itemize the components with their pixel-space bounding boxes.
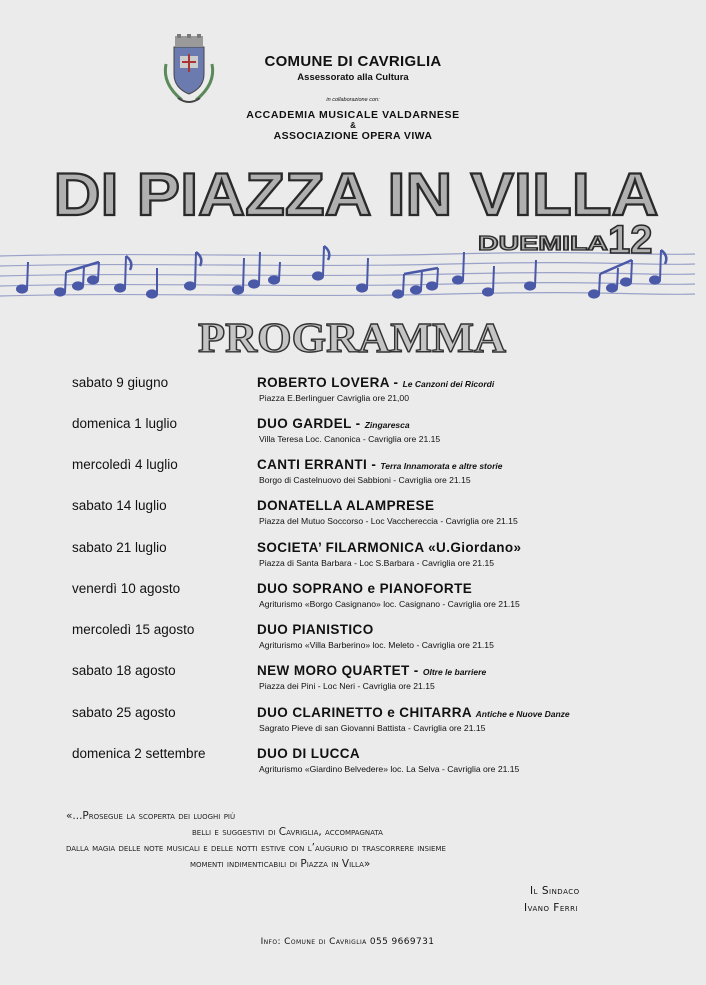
quote-line: dalla magia delle note musicali e delle notti estive con l’augurio di trascorrere insieme (66, 842, 446, 854)
event-title: SOCIETA’ FILARMONICA «U.Giordano» (257, 540, 522, 555)
event-title: DUO GARDEL (257, 416, 352, 431)
quote-line: belli e suggestivi di Cavriglia, accompagnata (192, 826, 383, 838)
event-title: DUO PIANISTICO (257, 622, 374, 637)
event-title-line (257, 540, 521, 555)
closing-quote (60, 808, 660, 872)
event-title: CANTI ERRANTI (257, 457, 368, 472)
signature-name: Ivano Ferri (524, 902, 579, 914)
event-item (0, 705, 695, 745)
event-date: domenica 1 luglio (72, 416, 178, 431)
event-separator: - (371, 457, 377, 472)
event-venue: Piazza del Mutuo Soccorso - Loc Vacchereccia - Cavriglia ore 21.15 (259, 516, 518, 526)
event-subtitle: Antiche e Nuove Danze (475, 709, 570, 719)
banner-title: DI PIAZZA IN VILLA (53, 161, 659, 228)
event-subtitle: Terra Innamorata e altre storie (380, 461, 503, 471)
event-venue: Piazza dei Pini - Loc Neri - Cavriglia ore 21.15 (259, 681, 435, 691)
event-title-line (257, 416, 410, 431)
event-venue: Agriturismo «Villa Barberino» loc. Meleto - Cavriglia ore 21.15 (259, 640, 494, 650)
event-item (0, 540, 695, 580)
event-title-line (257, 663, 486, 678)
event-item (0, 746, 695, 786)
event-title-line (257, 746, 360, 761)
event-venue: Piazza E.Berlinguer Cavriglia ore 21,00 (259, 393, 409, 403)
event-title: NEW MORO QUARTET (257, 663, 410, 678)
event-title-line (257, 705, 570, 720)
title-banner (0, 150, 695, 362)
info-line: Info: Comune di Cavriglia 055 9669731 (260, 937, 435, 947)
event-date: venerdì 10 agosto (72, 581, 181, 596)
quote-line: «...Prosegue la scoperta dei luoghi più (66, 810, 236, 822)
event-title-line (257, 457, 502, 472)
event-date: sabato 18 agosto (72, 663, 176, 678)
header-title: COMUNE DI CAVRIGLIA (264, 53, 442, 70)
event-item (0, 498, 695, 538)
event-title-line (257, 622, 374, 637)
header-collab: in collaborazione con: (326, 97, 380, 103)
event-separator: - (413, 663, 419, 678)
event-item (0, 663, 695, 703)
event-date: sabato 14 luglio (72, 498, 167, 513)
banner-programma: PROGRAMMA (198, 316, 507, 362)
banner-year-num: 12 (608, 218, 653, 262)
event-item (0, 416, 695, 456)
quote-line: momenti indimenticabili di Piazza in Villa» (190, 858, 371, 870)
banner-year-word: DUEMILA (478, 233, 608, 255)
header-org1: ACCADEMIA MUSICALE VALDARNESE (246, 109, 460, 121)
event-date: mercoledì 4 luglio (72, 457, 178, 472)
signature-role: Il Sindaco (530, 885, 580, 897)
event-venue: Agriturismo «Borgo Casignano» loc. Casignano - Cavriglia ore 21.15 (259, 599, 520, 609)
event-separator: - (355, 416, 361, 431)
event-venue: Piazza di Santa Barbara - Loc S.Barbara - Cavriglia ore 21.15 (259, 558, 495, 568)
event-item (0, 622, 695, 662)
event-date: mercoledì 15 agosto (72, 622, 195, 637)
event-title: DUO CLARINETTO e CHITARRA (257, 705, 472, 720)
event-separator: - (393, 375, 399, 390)
event-item (0, 457, 695, 497)
event-title: DONATELLA ALAMPRESE (257, 498, 435, 513)
header-amp: & (350, 121, 356, 130)
event-title-line (257, 375, 494, 390)
event-venue: Sagrato Pieve di san Giovanni Battista - Cavriglia ore 21.15 (259, 723, 486, 733)
event-title: DUO DI LUCCA (257, 746, 361, 761)
event-venue: Villa Teresa Loc. Canonica - Cavriglia ore 21.15 (259, 434, 441, 444)
header-org2: ASSOCIAZIONE OPERA VIWA (273, 130, 433, 142)
event-title: ROBERTO LOVERA (257, 375, 390, 390)
event-item (0, 375, 695, 415)
event-venue: Borgo di Castelnuovo dei Sabbioni - Cavriglia ore 21.15 (259, 475, 471, 485)
event-title-line (257, 581, 472, 596)
event-subtitle: Zingaresca (364, 420, 410, 430)
event-item (0, 581, 695, 621)
event-date: sabato 9 giugno (72, 375, 169, 390)
event-subtitle: Oltre le barriere (422, 667, 487, 677)
event-title: DUO SOPRANO e PIANOFORTE (257, 581, 473, 596)
event-venue: Agriturismo «Giardino Belvedere» loc. La Selva - Cavriglia ore 21.15 (259, 764, 520, 774)
event-date: sabato 25 agosto (72, 705, 176, 720)
event-date: domenica 2 settembre (72, 746, 206, 761)
event-subtitle: Le Canzoni dei Ricordi (402, 379, 495, 389)
event-title-line (257, 498, 434, 513)
header-subtitle: Assessorato alla Cultura (297, 72, 409, 83)
event-date: sabato 21 luglio (72, 540, 167, 555)
